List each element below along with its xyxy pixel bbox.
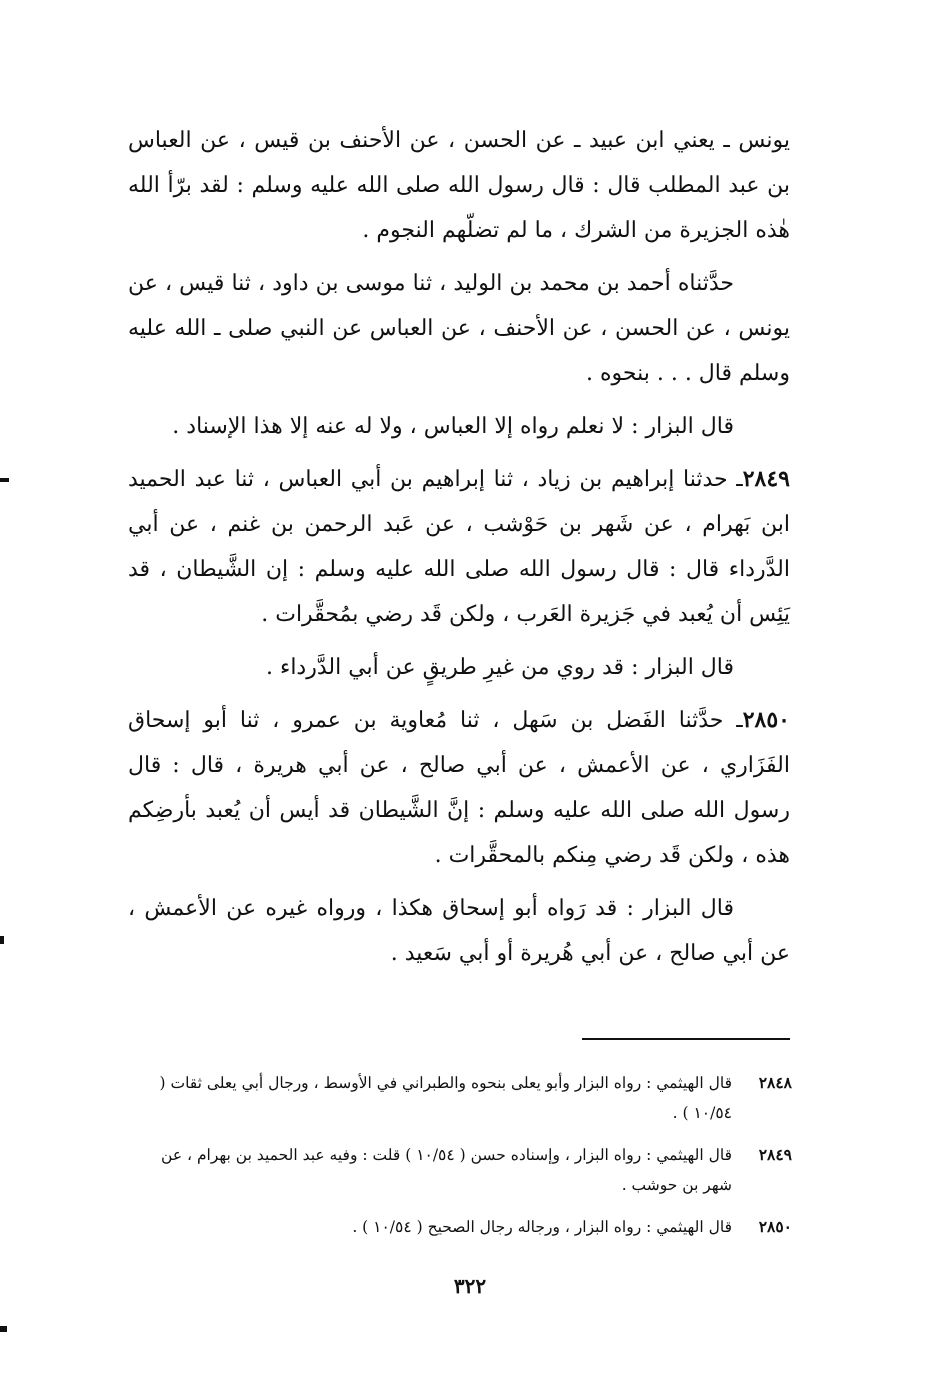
hadith-2849: [128, 457, 790, 637]
paragraph-1: [128, 118, 790, 253]
paragraph-text: حدَّثناه أحمد بن محمد بن الوليد ، ثنا موسى بن داود ، ثنا قيس ، عن يونس ، عن الحسن ، عن الأحنف ، عن العباس عن النبي صلى ـ الله عليه وسلم قال . . . بنحوه .: [128, 271, 790, 386]
main-text: [128, 118, 790, 984]
footnote-text: قال الهيثمي : رواه البزار ، وإسناده حسن ( ١٠/٥٤ ) قلت : وفيه عبد الحميد بن بهرام ، عن شهر بن حوشب .: [161, 1146, 732, 1194]
paragraph-text: قال البزار : لا نعلم رواه إلا العباس ، ولا له عنه إلا هذا الإسناد .: [172, 414, 734, 439]
hadith-2850: [128, 698, 790, 878]
scan-edge-mark: [0, 1326, 7, 1332]
footnote-divider: [582, 1038, 790, 1040]
footnotes: [136, 1068, 792, 1254]
scan-edge-mark: [0, 936, 4, 944]
paragraph-text: يونس ـ يعني ابن عبيد ـ عن الحسن ، عن الأحنف بن قيس ، عن العباس بن عبد المطلب قال : قال رسول الله صلى الله عليه وسلم : لقد برّأ الله هٰذه الجزيرة من الشرك ، ما لم تضلّهم النجوم .: [128, 128, 790, 243]
paragraph-text: قال البزار : قد رَواه أبو إسحاق هكذا ، ورواه غيره عن الأعمش ، عن أبي صالح ، عن أبي هُريرة أو أبي سَعيد .: [128, 896, 790, 966]
footnote-2848: [136, 1068, 792, 1128]
footnote-text: قال الهيثمي : رواه البزار ، ورجاله رجال الصحيح ( ١٠/٥٤ ) .: [352, 1218, 732, 1236]
hadith-number: ٢٨٥٠: [742, 707, 790, 733]
page-number: ٣٢٢: [453, 1274, 487, 1298]
hadith-text: ـ حدَّثنا الفَضل بن سَهل ، ثنا مُعاوية بن عمرو ، ثنا أبو إسحاق الفَزَاري ، عن الأعمش ، عن أبي صالح ، عن أبي هريرة ، قال : قال رسول الله صلى الله عليه وسلم : إنَّ الشَّيطان قد أيس أن يُعبد بأرضِكم هذه ، ولكن قَد رضي مِنكم بالمحقَّرات .: [128, 708, 790, 868]
footnote-2849: [136, 1140, 792, 1200]
footnote-2850: [136, 1212, 792, 1242]
footnote-text: قال الهيثمي : رواه البزار وأبو يعلى بنحوه والطبراني في الأوسط ، ورجال أبي يعلى ثقات ( ١٠/٥٤ ) .: [159, 1074, 732, 1122]
footnote-number: ٢٨٤٨: [758, 1073, 792, 1092]
paragraph-5: [128, 645, 790, 690]
paragraph-7: [128, 886, 790, 976]
paragraph-text: قال البزار : قد روي من غيرِ طريقٍ عن أبي الدَّرداء .: [265, 655, 734, 680]
hadith-text: ـ حدثنا إبراهيم بن زياد ، ثنا إبراهيم بن أبي العباس ، ثنا عبد الحميد ابن بَهرام ، عن شَهر بن حَوْشب ، عن عَبد الرحمن بن غنم ، عن أبي الدَّرداء قال : قال رسول الله صلى الله عليه وسلم : إن الشَّيطان ، قد يَئِس أن يُعبد في جَزيرة العَرب ، ولكن قَد رضي بمُحقَّرات .: [128, 467, 790, 627]
scan-edge-mark: [0, 478, 9, 482]
footnote-number: ٢٨٤٩: [758, 1145, 792, 1164]
paragraph-3: [128, 404, 790, 449]
paragraph-2: [128, 261, 790, 396]
footnote-number: ٢٨٥٠: [758, 1217, 792, 1236]
hadith-number: ٢٨٤٩: [742, 466, 790, 492]
